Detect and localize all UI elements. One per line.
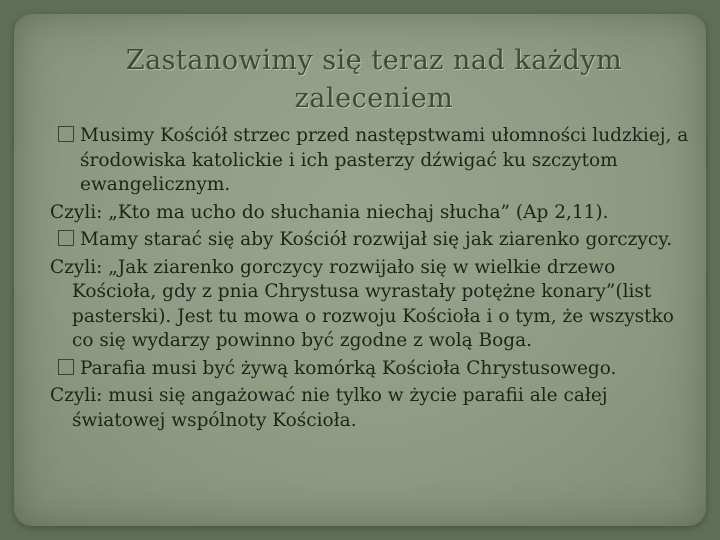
paragraph-plain [50, 256, 700, 354]
paragraph-bullet [50, 124, 700, 198]
paragraph-text: Musimy Kościół strzec przed następstwami ułomności ludzkiej, a środowiska katolickie i ich pasterzy dźwigać ku szczytom ewangelicznym. [80, 125, 689, 195]
paragraph-text: Czyli: musi się angażować nie tylko w życie parafii ale całej światowej wspólnoty Kościoła. [50, 385, 608, 431]
paragraph-bullet [50, 228, 700, 253]
paragraph-bullet [50, 357, 700, 382]
paragraph-text: Parafia musi być żywą komórką Kościoła Chrystusowego. [80, 357, 617, 379]
bullet-box-icon [58, 126, 74, 142]
bullet-box-icon [58, 230, 74, 246]
paragraph-text: Czyli: „Kto ma ucho do słuchania niechaj słucha” (Ap 2,11). [50, 201, 609, 223]
slide-title: Zastanowimy się teraz nad każdym zaleceniem [125, 45, 623, 114]
paragraph-text: Czyli: „Jak ziarenko gorczycy rozwijało się w wielkie drzewo Kościoła, gdy z pnia Chrystusa wyrastały potężne konary”(list pasterski). Jest tu mowa o rozwoju Kościoła i o tym, że wszystko co się wydarzy powinno być zgodne z wolą Boga. [50, 256, 674, 351]
slide-body [50, 124, 700, 436]
content-panel [14, 14, 706, 526]
paragraph-plain [50, 201, 700, 226]
bullet-box-icon [58, 359, 74, 375]
paragraph-plain [50, 384, 700, 433]
paragraph-text: Mamy starać się aby Kościół rozwijał się jak ziarenko gorczycy. [80, 229, 673, 250]
